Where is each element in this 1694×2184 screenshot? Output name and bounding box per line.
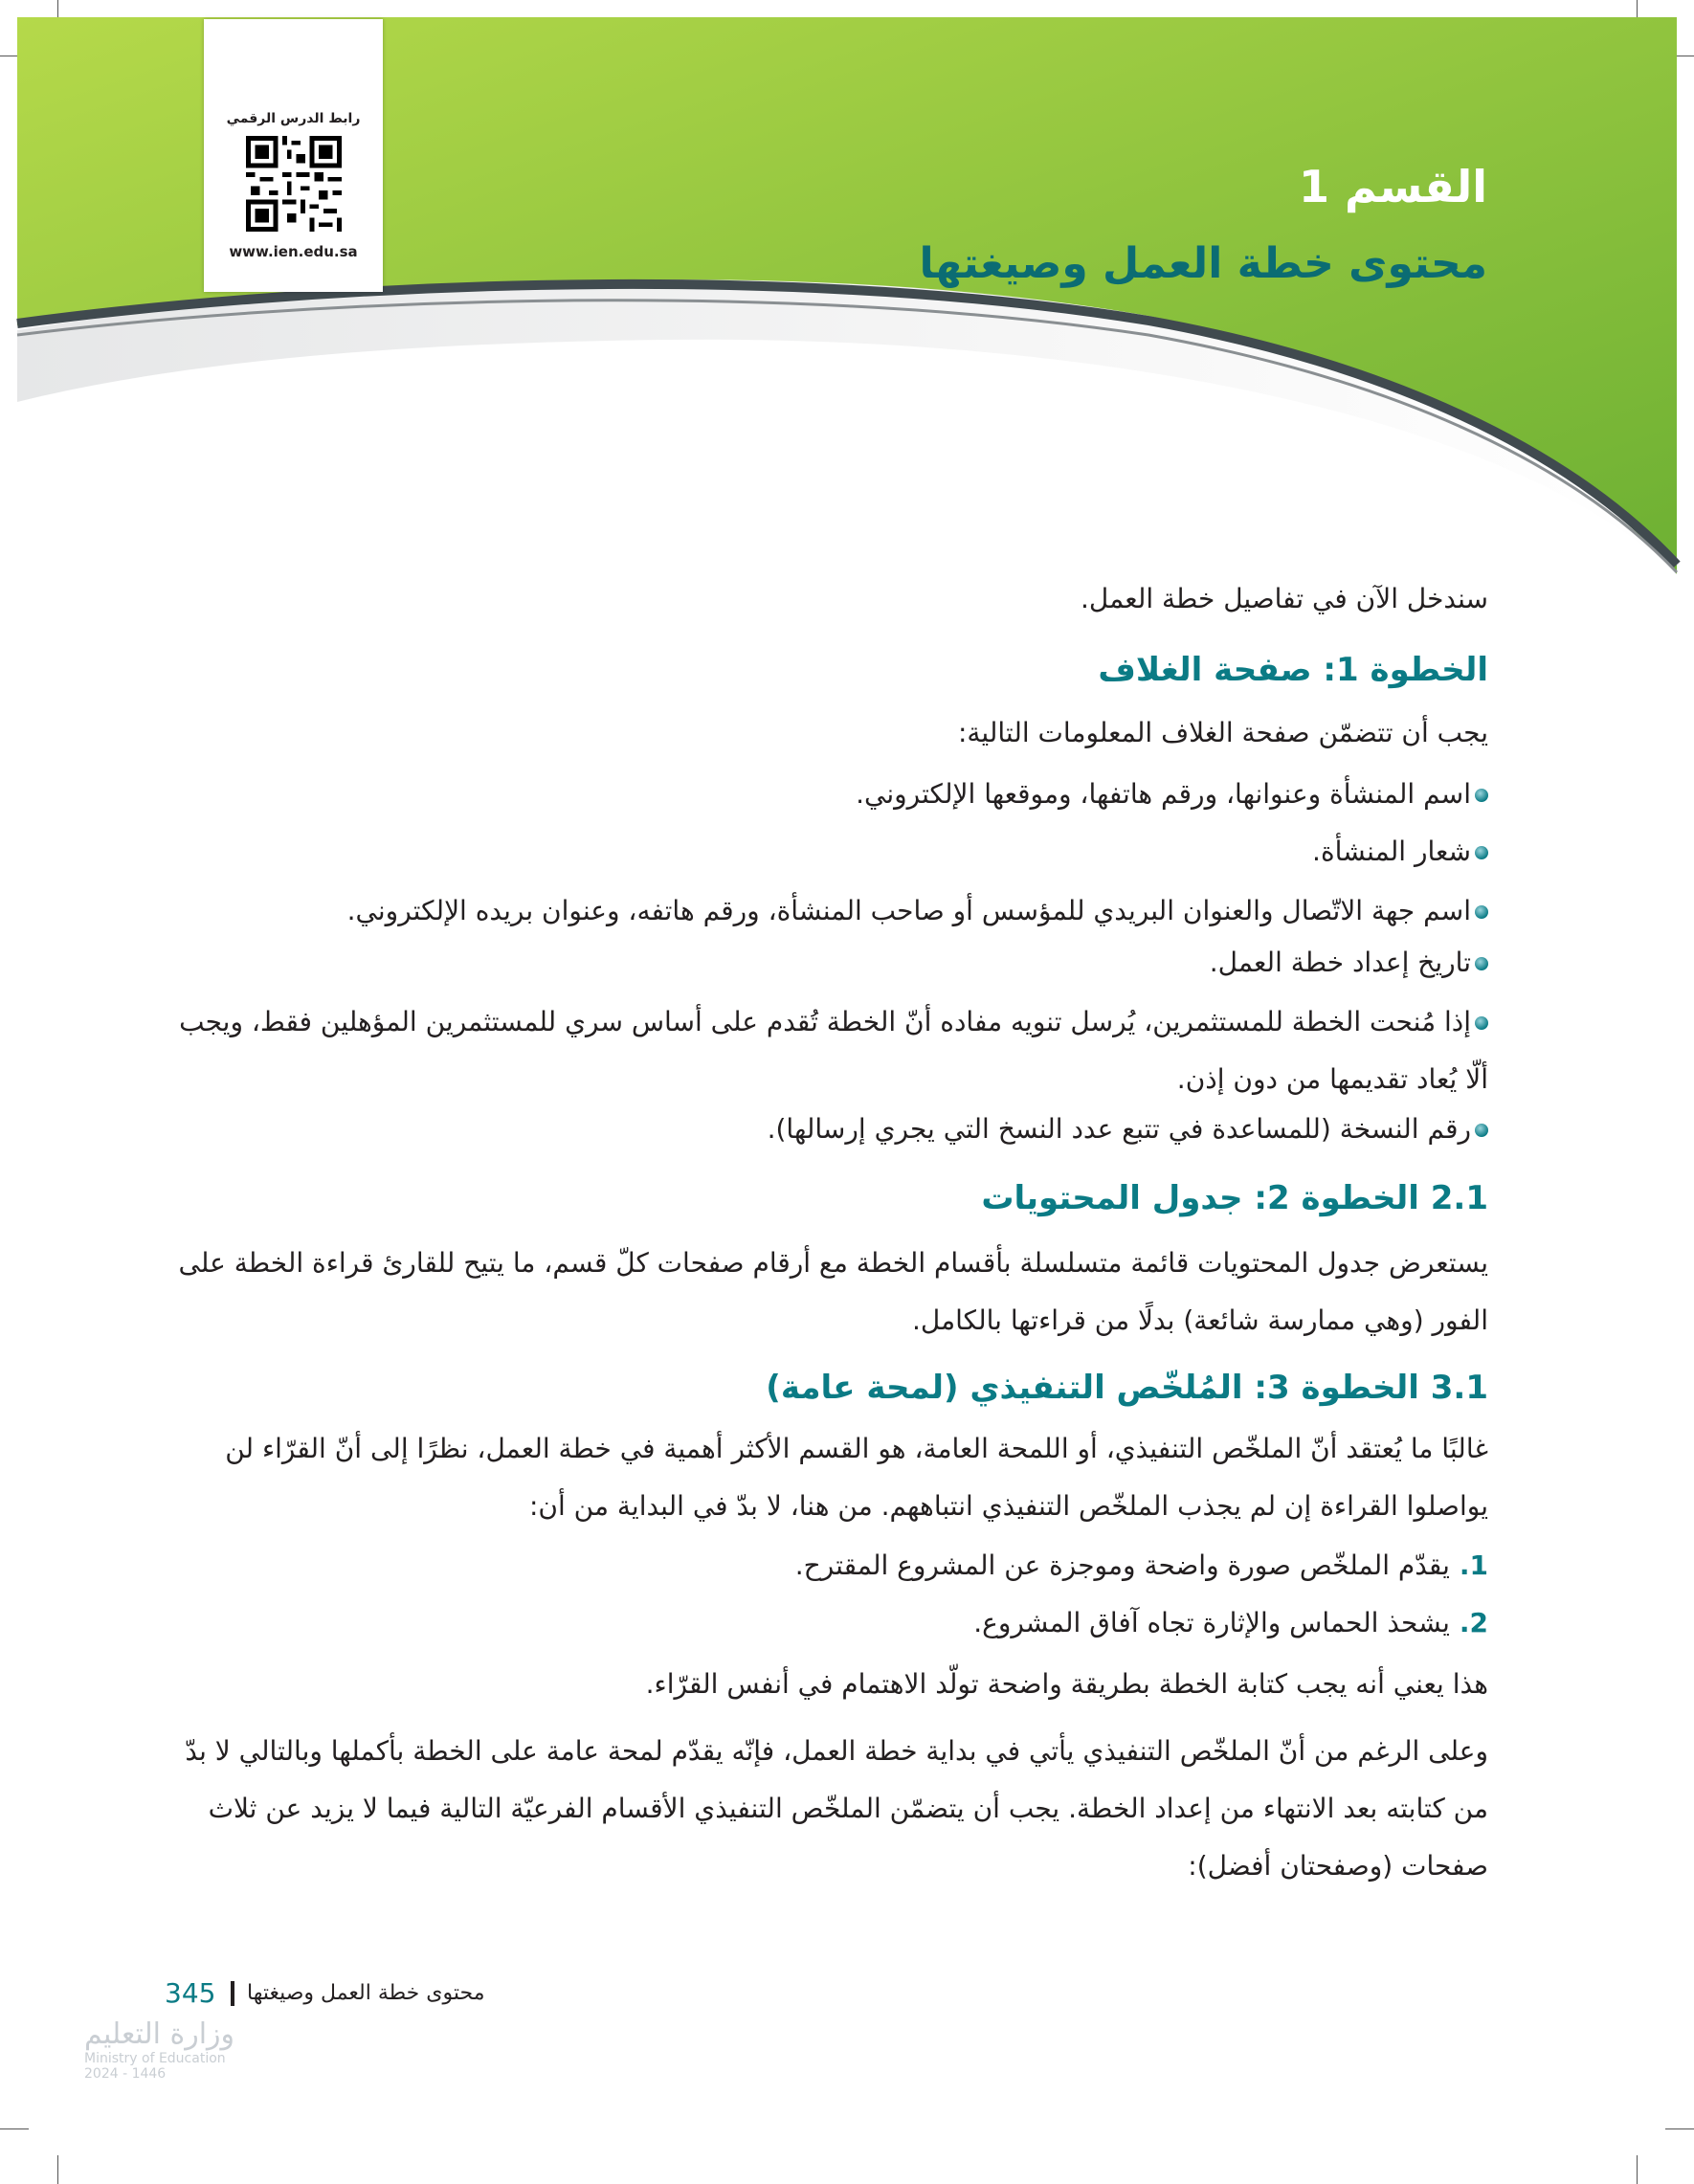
footer-title: محتوى خطة العمل وصيغتها	[247, 1981, 485, 2005]
step3-body2: هذا يعني أنه يجب كتابة الخطة بطريقة واضحة تولّد الاهتمام في أنفس القرّاء.	[645, 1668, 1488, 1700]
bullet-icon	[1475, 905, 1488, 919]
step2-heading: 2.1 الخطوة 2: جدول المحتويات	[981, 1179, 1488, 1217]
item-number: 2.	[1459, 1607, 1488, 1638]
bullet-icon	[1475, 957, 1488, 970]
intro-text: سندخل الآن في تفاصيل خطة العمل.	[1081, 583, 1488, 614]
list-item	[158, 766, 1488, 823]
ministry-logo	[84, 2017, 234, 2082]
numbered-item	[158, 1537, 1488, 1594]
crop-mark	[0, 2128, 29, 2129]
bullet-icon	[1475, 789, 1488, 802]
step1-heading: الخطوة 1: صفحة الغلاف	[1098, 651, 1488, 689]
bullet-icon	[1475, 846, 1488, 859]
item-text: يشحذ الحماس والإثارة تجاه آفاق المشروع.	[973, 1607, 1450, 1638]
qr-label: رابط الدرس الرقمي	[226, 111, 361, 126]
crop-mark	[1665, 2128, 1694, 2129]
step3-body3: وعلى الرغم من أنّ الملخّص التنفيذي يأتي في بداية خطة العمل، فإنّه يقدّم لمحة عامة على الخطة بأكملها وبالتالي لا بدّ من كتابته بعد الانتهاء من إعداد الخطة. يجب أن يتضمّن الملخّص التنفيذي الأقسام الفرعيّة التالية فيما لا يزيد عن ثلاث صفحات (وصفحتان أفضل):	[185, 1735, 1488, 1882]
qr-card[interactable]	[204, 19, 383, 292]
bullet-text: اسم المنشأة وعنوانها، ورقم هاتفها، وموقعها الإلكتروني.	[856, 778, 1471, 810]
bullet-text: اسم جهة الاتّصال والعنوان البريدي للمؤسس أو صاحب المنشأة، ورقم هاتفه، وعنوان بريده الإلكتروني.	[346, 895, 1471, 926]
item-number: 1.	[1459, 1549, 1488, 1581]
ministry-name-en: Ministry of Education	[84, 2051, 226, 2066]
step3-body1: غالبًا ما يُعتقد أنّ الملخّص التنفيذي، أو اللمحة العامة، هو القسم الأكثر أهمية في خطة العمل، نظرًا إلى أنّ القرّاء لن يواصلوا القراءة إن لم يجذب الملخّص التنفيذي انتباههم. من هنا، لا بدّ في البداية من أن:	[225, 1433, 1488, 1522]
numbered-item	[158, 1594, 1488, 1652]
footer-divider	[231, 1981, 234, 2006]
edition-year: 2024 - 1446	[84, 2066, 167, 2082]
bullet-icon	[1475, 1124, 1488, 1137]
ministry-name-ar: وزارة التعليم	[84, 2017, 235, 2051]
bullet-icon	[1475, 1016, 1488, 1030]
step2-body: يستعرض جدول المحتويات قائمة متسلسلة بأقسام الخطة مع أرقام صفحات كلّ قسم، ما يتيح للقارئ قراءة الخطة على الفور (وهي ممارسة شائعة) بدلًا من قراءتها بالكامل.	[178, 1247, 1488, 1336]
item-text: يقدّم الملخّص صورة واضحة وموجزة عن المشروع المقترح.	[794, 1549, 1450, 1581]
bullet-text: شعار المنشأة.	[1312, 836, 1471, 867]
crop-mark	[1637, 2155, 1638, 2184]
crop-mark	[57, 2155, 58, 2184]
bullet-text: إذا مُنحت الخطة للمستثمرين، يُرسل تنويه مفاده أنّ الخطة تُقدم على أساس سري للمستثمرين المؤهلين فقط، ويجب ألّا يُعاد تقديمها من دون إذن.	[179, 1006, 1488, 1095]
step3-heading: 3.1 الخطوة 3: المُلخّص التنفيذي (لمحة عامة)	[766, 1369, 1488, 1407]
list-item	[158, 1101, 1488, 1158]
step1-lead: يجب أن تتضمّن صفحة الغلاف المعلومات التالية:	[957, 717, 1488, 748]
list-item	[158, 934, 1488, 992]
list-item	[158, 882, 1488, 940]
bullet-text: رقم النسخة (للمساعدة في تتبع عدد النسخ التي يجري إرسالها).	[767, 1113, 1471, 1145]
qr-code-icon[interactable]	[246, 136, 342, 232]
list-item	[158, 993, 1488, 1108]
qr-url[interactable]: www.ien.edu.sa	[229, 243, 358, 260]
bullet-text: تاريخ إعداد خطة العمل.	[1209, 947, 1471, 978]
section-number: القسم 1	[1298, 161, 1487, 212]
section-title: محتوى خطة العمل وصيغتها	[919, 239, 1487, 288]
list-item	[158, 823, 1488, 880]
page-number: 345	[165, 1977, 216, 2009]
